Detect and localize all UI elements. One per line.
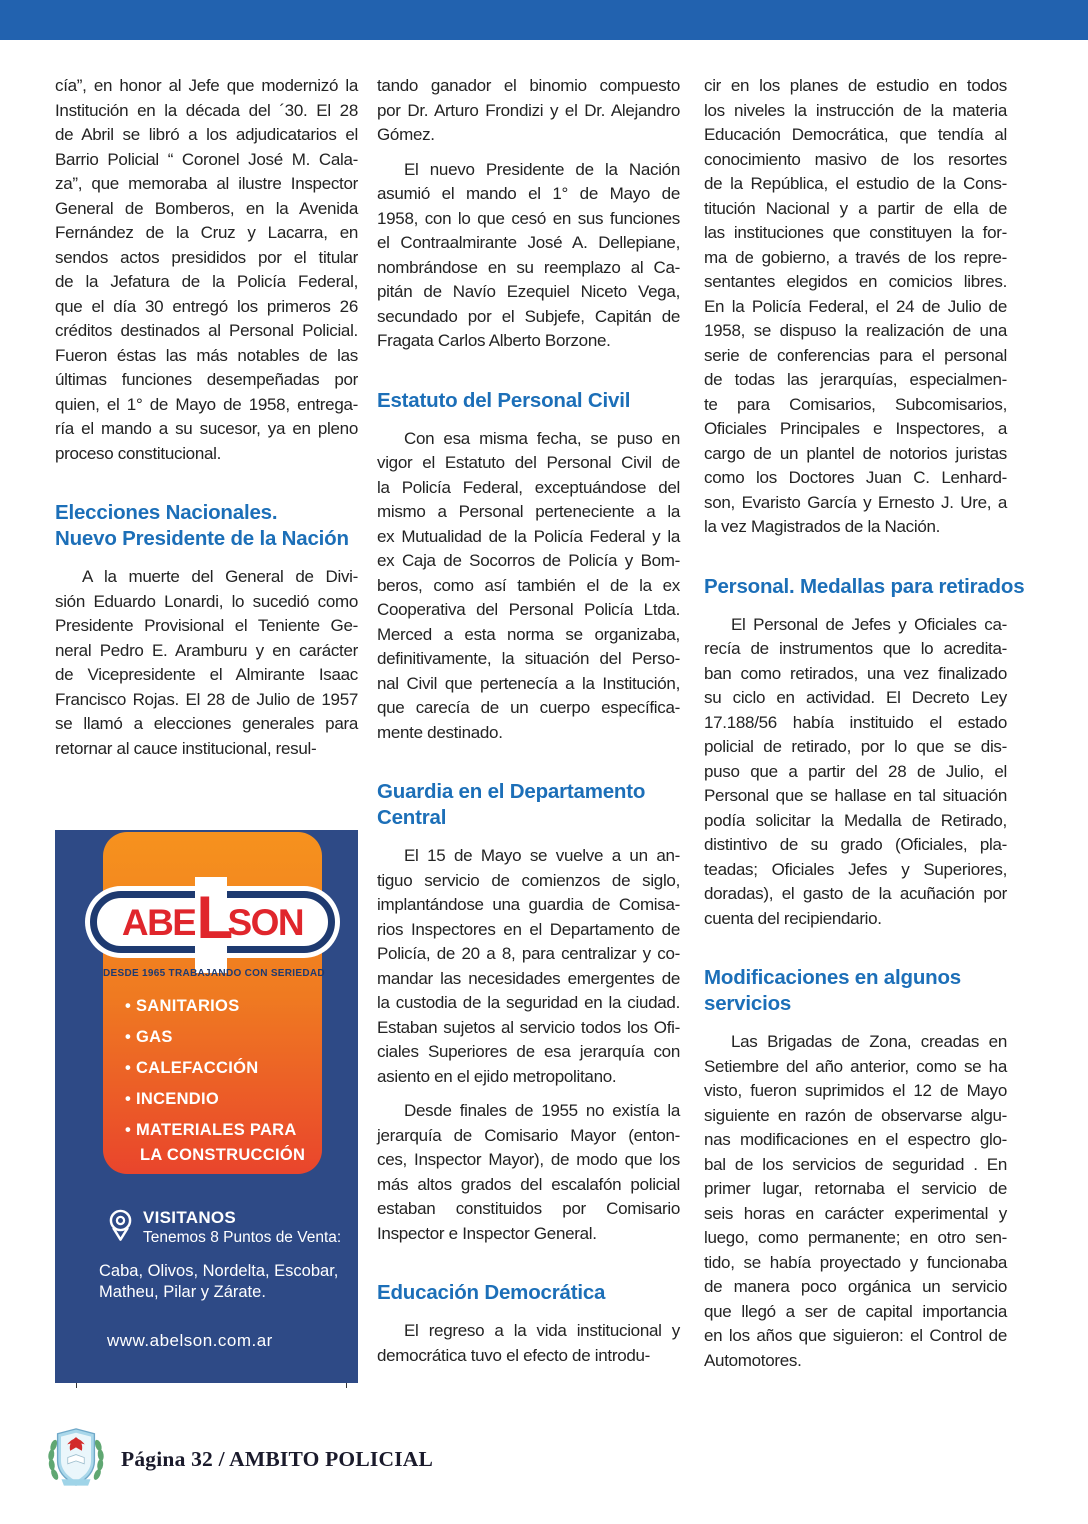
heading-line: Modificaciones en algunos	[704, 966, 961, 989]
text-line: ciales Superiores de esa jerarquía con	[377, 1042, 680, 1061]
paragraph	[377, 1099, 680, 1246]
heading-line: Personal. Medallas para retirados	[704, 574, 1025, 598]
text-line: Desde finales de 1955 no existía la	[404, 1101, 680, 1120]
ad-service-item: • INCENDIO	[125, 1087, 310, 1112]
text-line: vigor el Estatuto del Personal Civil de	[377, 453, 680, 472]
text-line: que el día 30 entregó los primeros 26	[55, 296, 358, 316]
text-line: se llamó a elecciones generales para	[55, 714, 358, 733]
text-line: ex Mutualidad de la Policía Federal y la	[377, 526, 680, 546]
text-line: distintivo de su grado (Oficiales, pla-	[704, 835, 1007, 854]
ad-service-item: • CALEFACCIÓN	[125, 1056, 310, 1081]
text-line: sión Eduardo Lonardi, lo sucedió como	[55, 591, 358, 611]
text-line: más altos grados del escalafón policial	[377, 1174, 680, 1194]
brand-text-abe: ABE	[121, 901, 196, 943]
text-line: estaban constituidos por Comisario	[377, 1199, 680, 1218]
text-line: mandar las necesidades emergentes de	[377, 968, 680, 988]
text-line: en los años que siguieron: el Control de	[704, 1326, 1007, 1345]
ad-service-item: • MATERIALES PARA LA CONSTRUCCIÓN	[125, 1118, 310, 1168]
article-column-right	[704, 74, 1025, 1383]
text-line: bal de los servicios de seguridad . En	[704, 1154, 1007, 1174]
section-heading	[704, 574, 1025, 600]
text-line: doradas), el gasto de la acuñación por	[704, 884, 1007, 903]
text-line: implantándose una guardia de Comisa-	[377, 895, 680, 914]
section-heading	[704, 965, 1007, 1017]
text-line: retornar al cauce institucional, resul-	[55, 738, 317, 758]
text-line: Presidente Provisional el Teniente Ge-	[55, 616, 358, 635]
text-line: podía solicitar la Medalla de Retirado,	[704, 810, 1007, 830]
text-line: conocimiento masivo de los resortes	[704, 149, 1007, 169]
text-line: policial de retirado, por lo que se dis-	[704, 737, 1007, 756]
text-line: tido, se había proyectado y funcionaba	[704, 1252, 1007, 1272]
heading-line: Guardia en el Departamento	[377, 780, 646, 803]
text-line: que carecía de un cuerpo específica-	[377, 698, 680, 717]
text-line: El 15 de Mayo se vuelve a un an-	[404, 846, 680, 865]
heading-line: Educación Democrática	[377, 1281, 606, 1304]
paragraph	[377, 74, 680, 148]
text-line: créditos destinados al Personal Policial.	[55, 321, 358, 340]
text-line: que llegó a ser de capital importancia	[704, 1301, 1007, 1321]
article-column-middle	[377, 74, 680, 1378]
text-line: Cooperativa del Personal Policía Ltda.	[377, 600, 680, 619]
text-line: asumió el mando el 1° de Mayo de	[377, 184, 680, 203]
text-line: Con esa misma fecha, se puso en	[404, 428, 680, 448]
paragraph	[377, 1319, 680, 1368]
text-line: 1958, se dispuso la realización de una	[704, 321, 1007, 340]
text-line: za”, que memoraba al ilustre Inspector	[55, 174, 358, 193]
text-line: titución Nacional y a partir de ella de	[704, 198, 1007, 218]
text-line: proceso constitucional.	[55, 443, 222, 463]
text-line: recía de instrumentos que lo acredita-	[704, 639, 1007, 658]
text-line: ces, Inspector Mayor), de modo que los	[377, 1150, 680, 1169]
text-line: jerarquía de Comisario Mayor (enton-	[377, 1125, 680, 1145]
brand-letter-l: L	[196, 884, 234, 951]
ad-service-item: • GAS	[125, 1025, 310, 1050]
text-line: siguiente en razón de observarse algu-	[704, 1105, 1007, 1125]
text-line: cía”, en honor al Jefe que modernizó la	[55, 76, 358, 95]
heading-line: Nuevo Presidente de la Nación	[55, 527, 349, 550]
section-heading	[377, 388, 680, 414]
text-line: Estaban sujetos al servicio todos los Ofi-	[377, 1017, 680, 1037]
text-line: serie de conferencias para el personal	[704, 345, 1007, 365]
text-line: las instituciones que constituyen la for-	[704, 223, 1007, 242]
heading-line: Elecciones Nacionales.	[55, 501, 278, 524]
top-blue-bar	[0, 0, 1088, 40]
text-line: Merced a esta norma se organizaba,	[377, 624, 680, 644]
page-number-label: Página 32 / AMBITO POLICIAL	[121, 1447, 434, 1471]
text-line: como los Doctores Juan C. Lenhard-	[704, 468, 1007, 487]
text-line: nal Civil que pertenecía a la Institución,	[377, 673, 680, 693]
text-line: Las Brigadas de Zona, creadas en	[731, 1032, 1007, 1051]
text-line: 17.188/56 había instituido el estado	[704, 712, 1007, 732]
text-line: Policía, de 20 a 8, para centralizar y co-	[377, 944, 680, 963]
text-line: mente destinado.	[377, 722, 503, 742]
text-line: Oficiales Principales e Inspectores, a	[704, 419, 1007, 438]
text-line: puso que a partir del 28 de Julio, el	[704, 761, 1007, 781]
map-pin-icon	[107, 1208, 134, 1247]
text-line: los niveles la instrucción de la materia	[704, 100, 1007, 120]
text-line: En la Policía Federal, el 24 de Julio de	[704, 296, 1007, 316]
text-line: de todas las jerarquías, especialmen-	[704, 370, 1007, 389]
heading-line: Estatuto del Personal Civil	[377, 388, 631, 412]
text-line: Fueron éstas las más notables de las	[55, 345, 358, 365]
heading-line: servicios	[704, 992, 792, 1015]
text-line: cuenta del recipiendario.	[704, 908, 882, 928]
abelson-logo	[90, 884, 335, 953]
ad-visit-title: VISITANOS	[143, 1208, 237, 1227]
text-line: secundado por el Subjefe, Capitán de	[377, 306, 680, 326]
text-line: A la muerte del General de Divi-	[82, 567, 358, 586]
police-crest-logo	[45, 1424, 107, 1495]
text-line: El nuevo Presidente de la Nación	[404, 159, 680, 179]
text-line: democrática tuvo el efecto de introdu-	[377, 1345, 651, 1365]
ad-tagline: DESDE 1965 TRABAJANDO CON SERIEDAD	[103, 968, 325, 979]
text-line: Automotores.	[704, 1350, 802, 1370]
text-line: te para Comisarios, Subcomisarios,	[704, 394, 1007, 414]
text-line: nas modificaciones en el espectro glo-	[704, 1130, 1007, 1149]
text-line: tiguo servicio de comienzos de siglo,	[377, 870, 680, 890]
brand-text-son: SON	[227, 901, 304, 943]
text-line: la custodia de la seguridad en la ciudad.	[377, 993, 680, 1012]
text-line: últimas funciones desempeñadas por	[55, 370, 358, 389]
paragraph	[377, 427, 680, 746]
text-line: Barrio Policial “ Coronel José M. Cala-	[55, 149, 358, 169]
text-line: de Vicepresidente el Almirante Isaac	[55, 665, 358, 684]
text-line: de la Jefatura de la Policía Federal,	[55, 272, 358, 291]
paragraph	[704, 613, 1007, 932]
text-line: neral Pedro E. Aramburu y en carácter	[55, 640, 358, 660]
text-line: el Contraalmirante José A. Dellepiane,	[377, 233, 680, 252]
text-line: su ciclo en actividad. El Decreto Ley	[704, 688, 1007, 707]
paragraph	[55, 74, 358, 466]
heading-line: Central	[377, 806, 447, 829]
brand-letter-l-wrap	[195, 884, 234, 951]
crop-mark-right	[346, 1383, 347, 1388]
text-line: de manera poco orgánica un servicio	[704, 1277, 1007, 1296]
text-line: ex Caja de Socorros de Policía y Bom-	[377, 551, 680, 570]
text-line: Personal que se hallase en tal situación	[704, 786, 1007, 805]
text-line: la vez Magistrados de la Nación.	[704, 517, 941, 536]
text-line: Educación Democrática, que tendía al	[704, 125, 1007, 144]
text-line: luego, como permanente; en otro sen-	[704, 1228, 1007, 1247]
ad-visit-row	[107, 1208, 346, 1247]
text-line: Inspector e Inspector General.	[377, 1223, 597, 1243]
text-line: de Abril se libró a los adjudicatarios el	[55, 125, 358, 144]
text-line: son, Evaristo García y Ernesto J. Ure, a	[704, 492, 1007, 512]
text-line: ban como retirados, una vez finalizado	[704, 663, 1007, 683]
paragraph	[377, 844, 680, 1089]
text-line: El regreso a la vida institucional y	[404, 1321, 680, 1340]
text-line: pitán de Navío Ezequiel Niceto Vega,	[377, 282, 680, 301]
text-line: beros, como así también el de la ex	[377, 575, 680, 595]
paragraph	[704, 74, 1007, 540]
text-line: nombrándose en su reemplazo al Ca-	[377, 257, 680, 277]
text-line: por Dr. Arturo Frondizi y el Dr. Alejandro	[377, 100, 680, 120]
text-line: General de Bomberos, en la Avenida	[55, 198, 358, 218]
page-footer	[45, 1424, 433, 1495]
text-line: sendos actos presididos por el titular	[55, 247, 358, 267]
text-line: la Policía Federal, exceptuándose del	[377, 477, 680, 497]
text-line: Francisco Rojas. El 28 de Julio de 1957	[55, 689, 358, 709]
paragraph	[55, 565, 358, 761]
text-line: definitivamente, la situación del Perso-	[377, 649, 680, 668]
text-line: 1958, con lo que cesó en sus funciones	[377, 208, 680, 228]
text-line: cir en los planes de estudio en todos	[704, 76, 1007, 95]
text-line: tando ganador el binomio compuesto	[377, 76, 680, 95]
ad-website: www.abelson.com.ar	[107, 1331, 273, 1350]
text-line: ría el mando a su sucesor, ya en pleno	[55, 419, 358, 438]
text-line: teadas; Oficiales Jefes y Superiores,	[704, 859, 1007, 879]
text-line: Fragata Carlos Alberto Borzone.	[377, 331, 611, 350]
text-line: Institución en la década del ´30. El 28	[55, 100, 358, 120]
text-line: ma de gobierno, a través de los repre-	[704, 247, 1007, 267]
ad-service-item: • SANITARIOS	[125, 994, 310, 1019]
text-line: Gómez.	[377, 125, 435, 144]
paragraph	[377, 158, 680, 354]
text-line: primer lugar, retornaba el servicio de	[704, 1179, 1007, 1198]
text-line: de la República, el estudio de la Cons-	[704, 174, 1007, 193]
ad-locations: Caba, Olivos, Nordelta, Escobar, Matheu, Pilar y Zárate.	[99, 1262, 339, 1301]
section-heading	[55, 500, 358, 552]
ad-services-list	[125, 994, 310, 1174]
ad-visit-section	[55, 1208, 346, 1351]
article-column-left	[55, 74, 358, 771]
text-line: sentantes elegidos en comicios libres.	[704, 272, 1007, 291]
text-line: Fernández de la Cruz y Lacarra, en	[55, 223, 358, 242]
paragraph	[704, 1030, 1007, 1373]
section-heading	[377, 779, 680, 831]
text-line: Setiembre del año anterior, como se ha	[704, 1056, 1007, 1076]
text-line: asiento en el ejido metropolitano.	[377, 1066, 617, 1086]
text-line: quien, el 1° de Mayo de 1958, entrega-	[55, 394, 358, 414]
ad-visit-subtitle: Tenemos 8 Puntos de Venta:	[143, 1229, 342, 1246]
text-line: cargo de un plantel de notorios juristas	[704, 443, 1007, 463]
abelson-advertisement	[55, 830, 358, 1383]
text-line: mismo a Personal perteneciente a la	[377, 502, 680, 521]
section-heading	[377, 1280, 680, 1306]
crop-mark-left	[76, 1383, 77, 1388]
text-line: visto, fueron suprimidos el 12 de Mayo	[704, 1081, 1007, 1100]
ad-orange-card	[103, 832, 325, 1174]
text-line: rios Inspectores en el Departamento de	[377, 919, 680, 939]
text-line: seis horas en carácter experimental y	[704, 1203, 1007, 1223]
text-line: El Personal de Jefes y Oficiales ca-	[731, 614, 1007, 634]
